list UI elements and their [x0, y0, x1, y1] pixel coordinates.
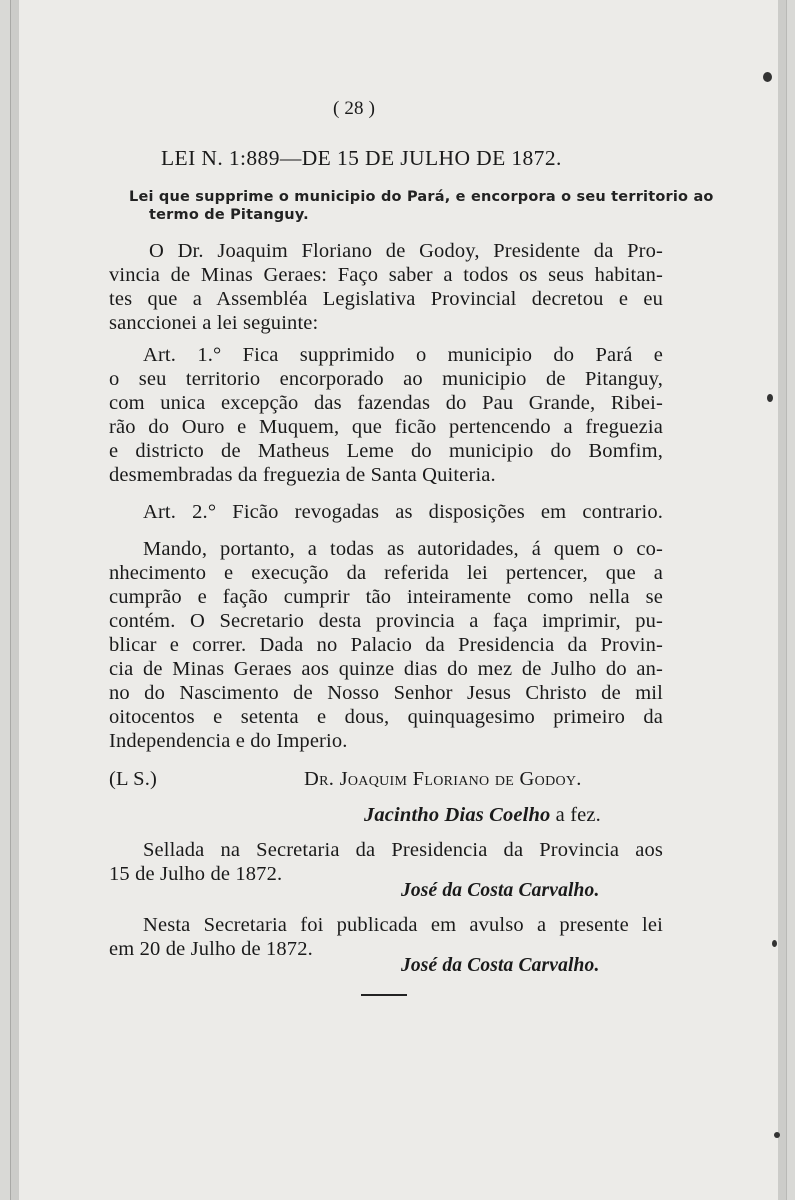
mandate-line-6: cia de Minas Geraes aos quinze dias do mez de Julho do an-: [109, 658, 663, 680]
signer-1: José da Costa Carvalho.: [401, 880, 600, 901]
article2: Art. 2.° Ficão revogadas as disposições em contrario.: [143, 501, 663, 523]
article1-line-6: desmembradas da freguezia de Santa Quiteria.: [109, 464, 496, 486]
page-number: ( 28 ): [333, 98, 376, 119]
preamble-line-4: sanccionei a lei seguinte:: [109, 312, 319, 334]
article1-line-4: rão do Ouro e Muquem, que ficão pertencendo a freguezia: [109, 416, 663, 438]
published-note-line-2: em 20 de Julho de 1872.: [109, 938, 313, 960]
mandate-line-2: nhecimento e execução da referida lei pertencer, que a: [109, 562, 663, 584]
article1-line-2: o seu territorio encorporado ao municipio de Pitanguy,: [109, 368, 663, 390]
seal-mark: (L S.): [109, 768, 157, 790]
article1-line-1: Art. 1.° Fica supprimido o municipio do Pará e: [143, 344, 663, 366]
mandate-line-4: contém. O Secretario desta provincia a faça imprimir, pu-: [109, 610, 663, 632]
signer-2: José da Costa Carvalho.: [401, 955, 600, 976]
article1-line-3: com unica excepção das fazendas do Pau Grande, Ribei-: [109, 392, 663, 414]
ink-spot: [772, 940, 777, 947]
clerk-name: Jacintho Dias Coelho: [364, 804, 551, 826]
published-note-line-1: Nesta Secretaria foi publicada em avulso a presente lei: [143, 914, 663, 936]
preamble-line-1: O Dr. Joaquim Floriano de Godoy, Presidente da Pro-: [149, 240, 663, 262]
page-right-edge: [778, 0, 786, 1200]
mandate-line-5: blicar e correr. Dada no Palacio da Presidencia da Provin-: [109, 634, 663, 656]
summary-line-2: termo de Pitanguy.: [149, 207, 309, 223]
document-page: [10, 0, 787, 1200]
signatory-name: Dr. Joaquim Floriano de Godoy.: [304, 768, 582, 790]
mandate-line-1: Mando, portanto, a todas as autoridades, á quem o co-: [143, 538, 663, 560]
clerk-signature: [364, 804, 601, 827]
ink-spot: [767, 394, 773, 402]
ink-spot: [763, 72, 772, 82]
ink-spot: [774, 1132, 780, 1138]
sealed-note-line-2: 15 de Julho de 1872.: [109, 863, 283, 885]
preamble-line-3: tes que a Assembléa Legislativa Provincial decretou e eu: [109, 288, 663, 310]
page-left-edge: [11, 0, 19, 1200]
clerk-suffix: a fez.: [555, 804, 601, 826]
closing-rule: [361, 994, 407, 996]
mandate-line-8: oitocentos e setenta e dous, quinquagesimo primeiro da: [109, 706, 663, 728]
article1-line-5: e districto de Matheus Leme do municipio do Bomfim,: [109, 440, 663, 462]
mandate-line-9: Independencia e do Imperio.: [109, 730, 348, 752]
mandate-line-7: no do Nascimento de Nosso Senhor Jesus Christo de mil: [109, 682, 663, 704]
sealed-note-line-1: Sellada na Secretaria da Presidencia da Provincia aos: [143, 839, 663, 861]
law-title: LEI N. 1:889—DE 15 DE JULHO DE 1872.: [161, 146, 562, 170]
summary-line-1: Lei que supprime o municipio do Pará, e encorpora o seu territorio ao: [129, 189, 714, 205]
mandate-line-3: cumprão e fação cumprir tão inteiramente como nella se: [109, 586, 663, 608]
preamble-line-2: vincia de Minas Geraes: Faço saber a todos os seus habitan-: [109, 264, 663, 286]
